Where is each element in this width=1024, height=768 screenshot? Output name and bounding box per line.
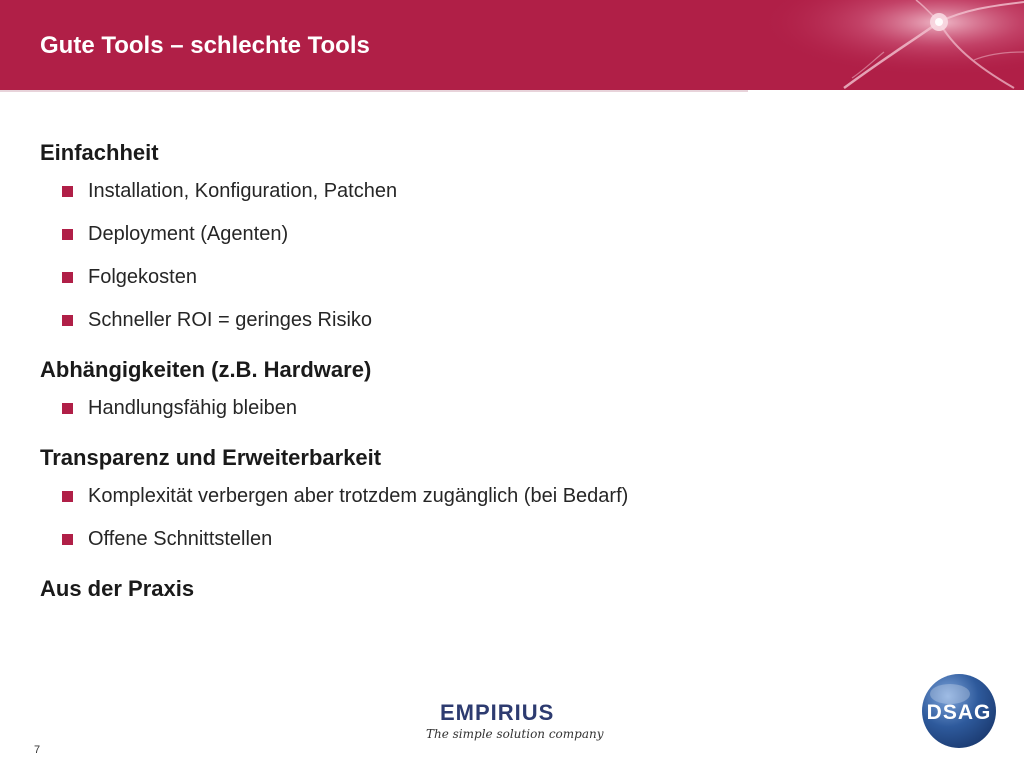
title-bar bbox=[0, 0, 1024, 90]
section-heading: Abhängigkeiten (z.B. Hardware) bbox=[40, 357, 372, 382]
list-item bbox=[40, 176, 980, 206]
bullet-text: Folgekosten bbox=[88, 266, 197, 288]
list-item bbox=[40, 393, 980, 423]
section-heading: Transparenz und Erweiterbarkeit bbox=[40, 445, 382, 470]
square-bullet-icon bbox=[62, 315, 73, 326]
section-heading: Einfachheit bbox=[40, 140, 159, 165]
bullet-list bbox=[40, 393, 980, 423]
square-bullet-icon bbox=[62, 491, 73, 502]
bullet-text: Offene Schnittstellen bbox=[88, 528, 273, 550]
dsag-logo bbox=[920, 672, 998, 750]
section-abhaengigkeiten bbox=[40, 355, 980, 423]
bullet-list bbox=[40, 176, 980, 335]
list-item bbox=[40, 219, 980, 249]
section-einfachheit bbox=[40, 138, 980, 335]
bullet-text: Komplexität verbergen aber trotzdem zugänglich (bei Bedarf) bbox=[88, 485, 629, 507]
section-aus-der-praxis bbox=[40, 574, 980, 604]
square-bullet-icon bbox=[62, 403, 73, 414]
square-bullet-icon bbox=[62, 229, 73, 240]
bullet-text: Installation, Konfiguration, Patchen bbox=[88, 180, 398, 202]
square-bullet-icon bbox=[62, 186, 73, 197]
section-transparenz bbox=[40, 443, 980, 554]
square-bullet-icon bbox=[62, 272, 73, 283]
bullet-text: Deployment (Agenten) bbox=[88, 223, 289, 245]
title-divider bbox=[0, 90, 748, 92]
list-item bbox=[40, 524, 980, 554]
square-bullet-icon bbox=[62, 534, 73, 545]
empirius-wordmark: EMPIRIUS bbox=[440, 700, 555, 725]
bullet-list bbox=[40, 481, 980, 554]
dsag-wordmark: DSAG bbox=[926, 701, 992, 724]
bullet-text: Handlungsfähig bleiben bbox=[88, 397, 298, 419]
page-number: 7 bbox=[34, 744, 41, 756]
slide-content bbox=[40, 138, 980, 624]
section-heading: Aus der Praxis bbox=[40, 576, 195, 601]
list-item bbox=[40, 481, 980, 511]
bullet-text: Schneller ROI = geringes Risiko bbox=[88, 309, 373, 331]
list-item bbox=[40, 262, 980, 292]
slide-title: Gute Tools – schlechte Tools bbox=[40, 32, 370, 59]
empirius-logo bbox=[424, 700, 604, 752]
empirius-tagline: The simple solution company bbox=[426, 727, 604, 741]
neuron-graphic bbox=[724, 0, 1024, 90]
list-item bbox=[40, 305, 980, 335]
